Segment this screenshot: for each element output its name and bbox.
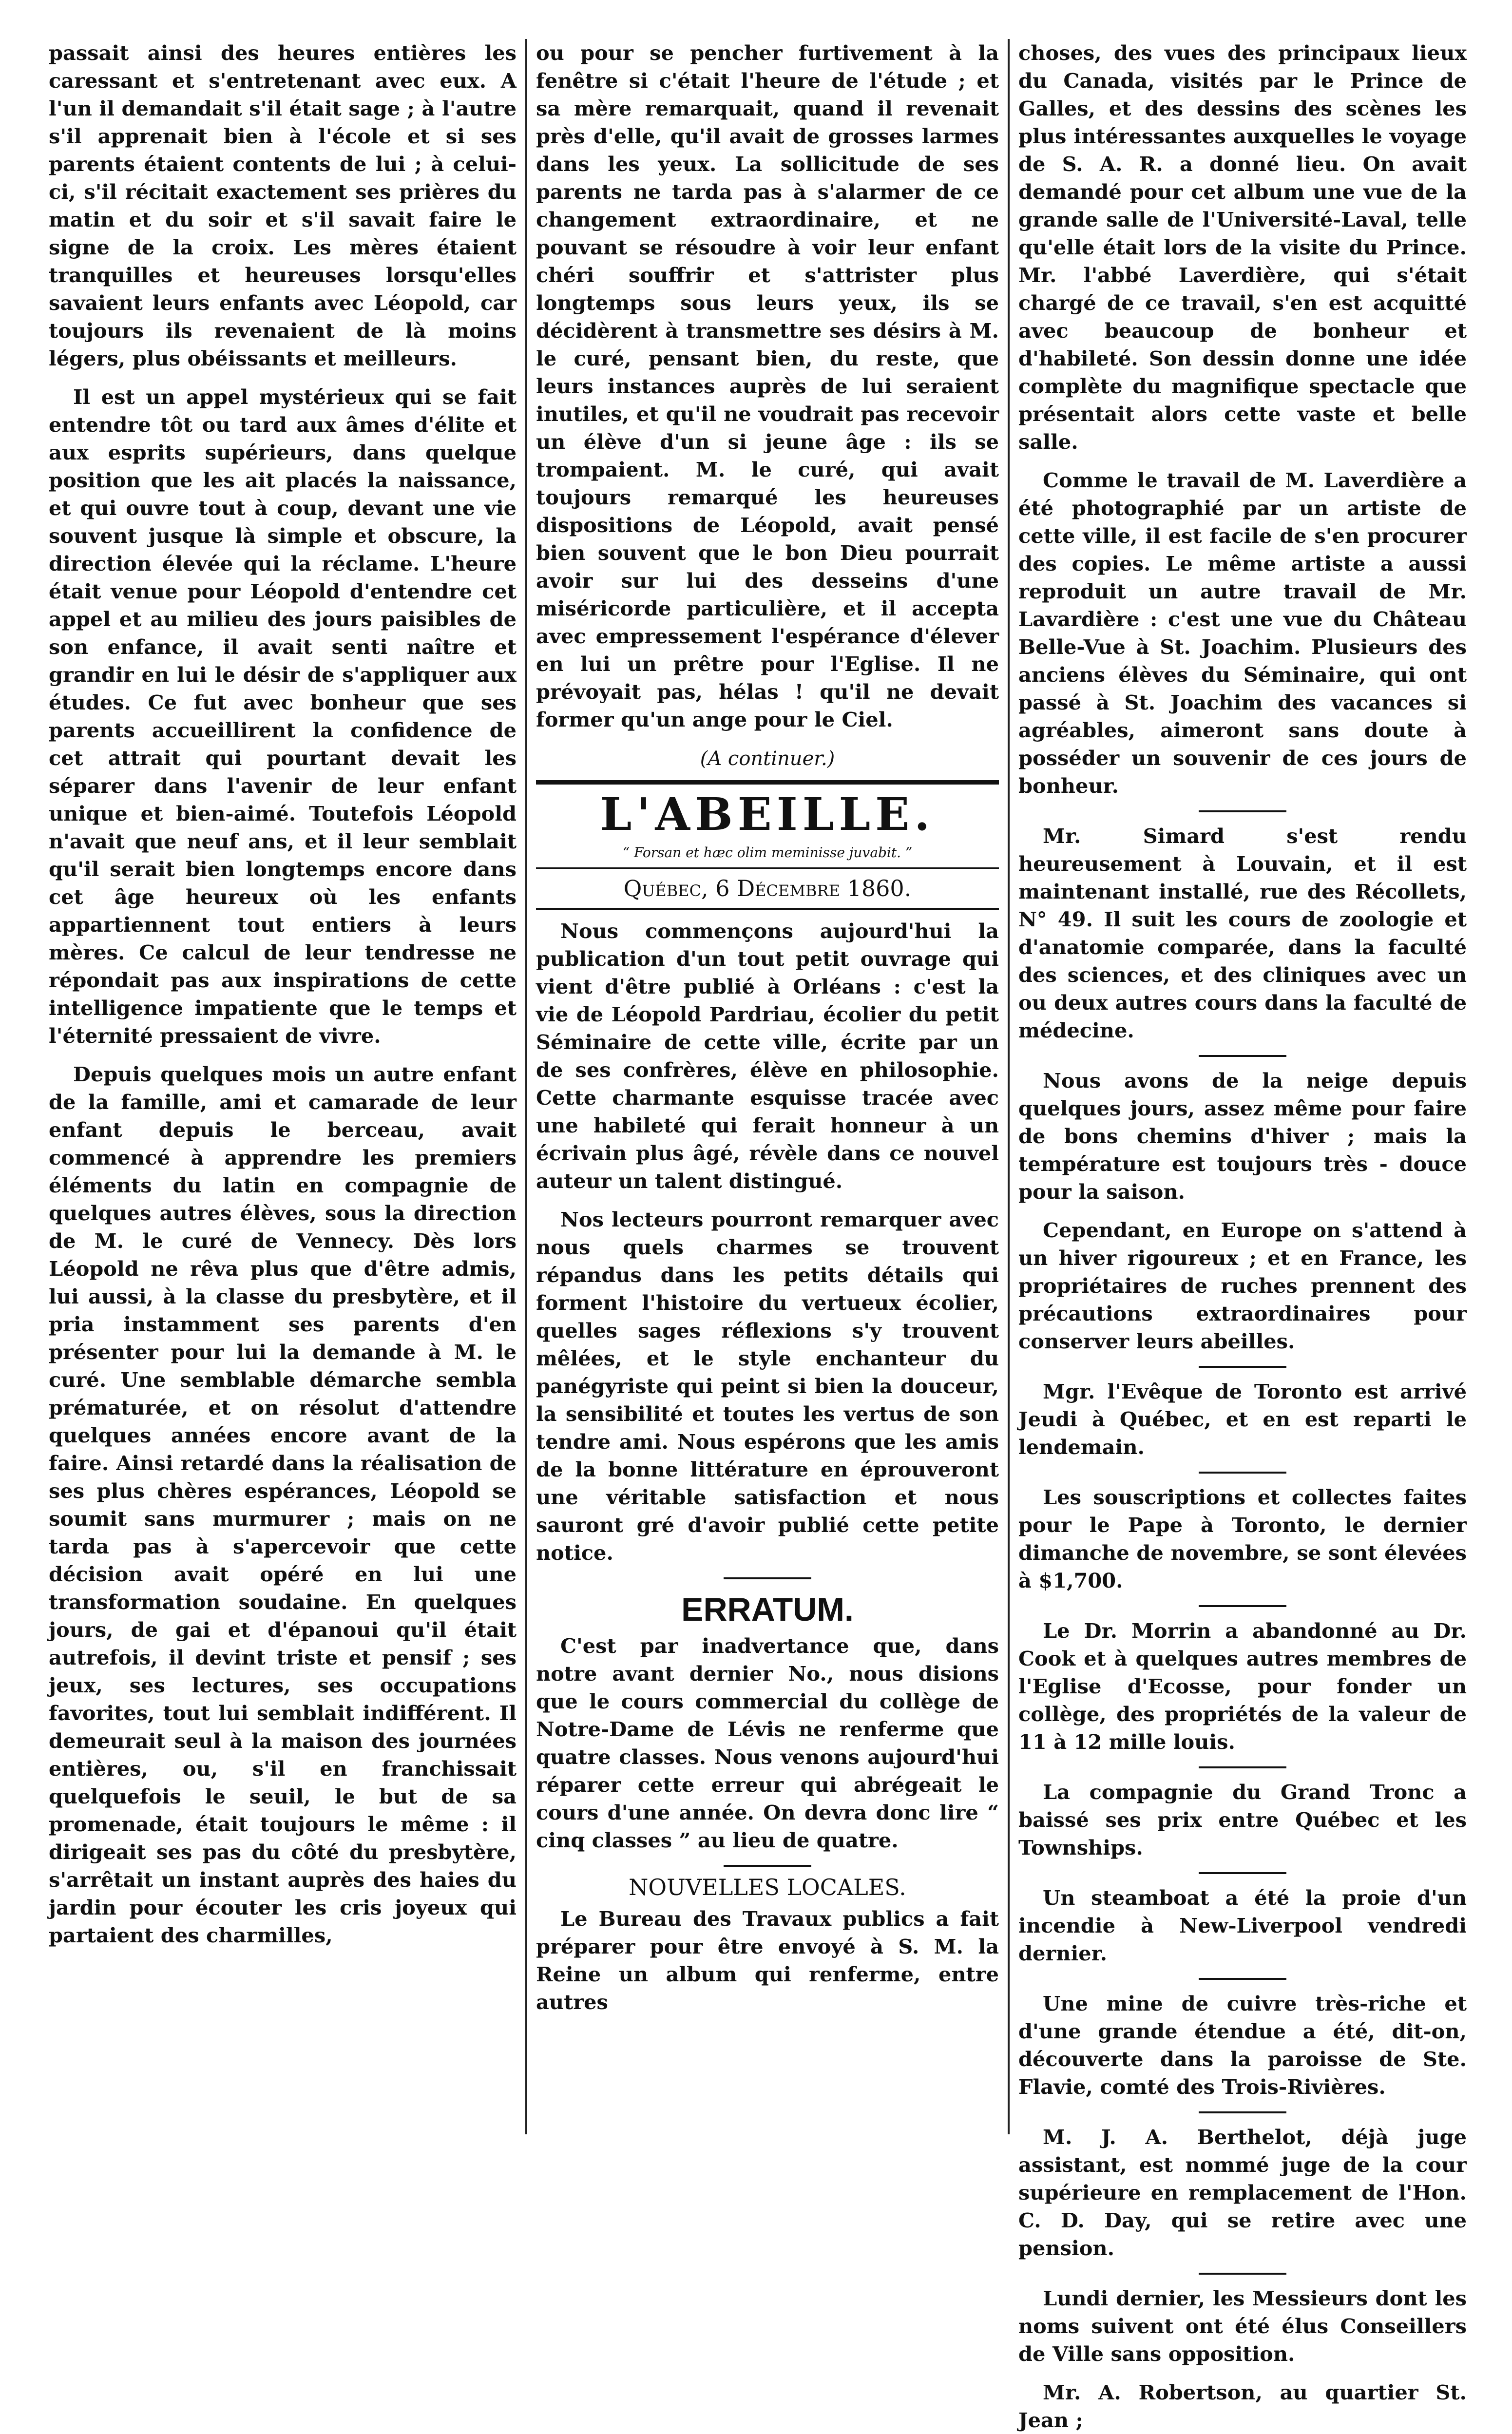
column-divider [525,39,527,2134]
news-item: choses, des vues des principaux lieux du Canada, visités par le Prince de Galles, et des dessins des scènes les plus intéressantes auxquelles le voyage de S. A. R. a donné lieu. On avait demandé pour cet album une vue de la grande salle de l'Université-Laval, telle qu'elle était lors de la visite du Prince. Mr. l'abbé Laverdière, qui s'était chargé de ce travail, s'en est acquitté avec beaucoup de bonheur et d'habileté. Son dessin donne une idée complète du magnifique spectacle que présentait alors cette vaste et belle salle. [1018,41,1467,454]
news-item: Un steamboat a été la proie d'un incendie à New-Liverpool vendredi dernier. [1018,1886,1467,1965]
erratum-heading: ERRATUM. [681,1591,854,1628]
article-paragraph: Il est un appel mystérieux qui se fait entendre tôt ou tard aux âmes d'élite et aux esprits supérieurs, dans quelque position que les ait placés la naissance, et qui ouvre tout à coup, devant une vie souvent jusque là simple et obscure, la direction élevée qui la réclame. L'heure était venue pour Léopold d'entendre cet appel et au milieu des jours paisibles de son enfance, il avait senti naître et grandir en lui le désir de s'appliquer aux études. Ce fut avec bonheur que ses parents accueillirent la confidence de cet attrait qui pourtant devait les séparer dans l'avenir de leur enfant unique et bien-aimé. Toutefois Léopold n'avait que neuf ans, et il leur semblait qu'il serait bien longtemps encore dans cet âge heureux où les enfants appartiennent tout entiers à leurs mères. Ce calcul de leur tendresse ne répondait pas aux inspirations de cette intelligence impatiente que le temps et l'éternité pressaient de vivre. [49,385,517,1048]
local-news-heading: NOUVELLES LOCALES. [629,1874,906,1900]
news-item: Mr. Simard s'est rendu heureusement à Louvain, et il est maintenant installé, rue des Récollets, N° 49. Il suit les cours de zoologie et d'anatomie comparée, dans la faculté des sciences, et des cliniques avec un ou deux autres cours dans la faculté de médecine. [1018,824,1467,1042]
item-separator [1199,1766,1286,1768]
news-item: Les souscriptions et collectes faites pour le Pape à Toronto, le dernier dimanche de novembre, se sont élevées à $1,700. [1018,1485,1467,1592]
newspaper-page [49,39,1467,2432]
news-item: Mgr. l'Evêque de Toronto est arrivé Jeudi à Québec, et en est reparti le lendemain. [1018,1380,1467,1459]
masthead-rule [536,867,999,869]
column-right [1018,39,1467,2432]
news-item: Comme le travail de M. Laverdière a été photographié par un artiste de cette ville, il est facile de s'en procurer des copies. Le même artiste a aussi reproduit un autre travail de Mr. Lavardière : c'est une vue du Château Belle-Vue à St. Joachim. Plusieurs des anciens élèves du Séminaire, qui ont passé à St. Joachim des vacances si agréables, aimeront sans doute à posséder un souvenir de ces jours de bonheur. [1018,468,1467,798]
section-separator [724,1865,811,1867]
news-item: Cependant, en Europe on s'attend à un hiver rigoureux ; et en France, les propriétaires de ruches prennent des précautions extraordinaires pour conserver leurs abeilles. [1018,1218,1467,1353]
column-left [49,39,517,2134]
news-item: Nous avons de la neige depuis quelques jours, assez même pour faire de bons chemins d'hiver ; mais la température est toujours très - douce pour la saison. [1018,1069,1467,1204]
section-separator [724,1577,811,1579]
column-middle [536,39,999,2134]
article-paragraph: Depuis quelques mois un autre enfant de la famille, ami et camarade de leur enfant depuis le berceau, avait commencé à apprendre les premiers éléments du latin en compagnie de quelques autres élèves, sous la direction de M. le curé de Vennecy. Dès lors Léopold ne rêva plus que d'être admis, lui aussi, à la classe du presbytère, et il pria instamment ses parents d'en présenter pour lui la demande à M. le curé. Une semblable démarche sembla prématurée, et on résolut d'attendre quelques années encore avant de la faire. Ainsi retardé dans la réalisation de ses plus chères espérances, Léopold se soumit sans murmurer ; mais on ne tarda pas à s'apercevoir que cette décision avait opéré en lui une transformation soudaine. En quelques jours, de gai et d'épanoui qu'il était autrefois, il devint triste et pensif ; ses jeux, ses lectures, ses occupations favorites, tout lui semblait indifférent. Il demeurait seul à la maison des journées entières, ou, s'il en franchissait quelquefois le seuil, le but de sa promenade, était toujours le même : il dirigeait ses pas du côté du presbytère, s'arrêtait un instant auprès des haies du jardin pour écouter les cris joyeux qui partaient des charmilles, [49,1062,517,1947]
item-separator [1199,1472,1286,1474]
item-separator [1199,1366,1286,1368]
news-item: Lundi dernier, les Messieurs dont les noms suivent ont été élus Conseillers de Ville sans opposition. [1018,2286,1467,2366]
masthead-rule [536,780,999,785]
item-separator [1199,2273,1286,2275]
article-paragraph: ou pour se pencher furtivement à la fenêtre si c'était l'heure de l'étude ; et sa mère remarquait, quand il revenait près d'elle, qu'il avait de grosses larmes dans les yeux. La sollicitude de ses parents ne tarda pas à s'alarmer de ce changement extraordinaire, et ne pouvant se résoudre à voir leur enfant chéri souffrir et s'attrister plus longtemps sous leurs yeux, ils se décidèrent à transmettre ses désirs à M. le curé, pensant bien, du reste, que leurs instances auprès de lui seraient inutiles, et qu'il ne voudrait pas recevoir un élève d'un si jeune âge : ils se trompaient. M. le curé, qui avait toujours remarqué les heureuses dispositions de Léopold, avait pensé bien souvent que le bon Dieu pourrait avoir sur lui des desseins d'une miséricorde particulière, et il accepta avec empressement l'espérance d'élever en lui un prêtre pour l'Eglise. Il ne prévoyait pas, hélas ! qu'il ne devait former qu'un ange pour le Ciel. [536,41,999,731]
editorial-paragraph: Nos lecteurs pourront remarquer avec nous quels charmes se trouvent répandus dans les petits détails qui forment l'histoire du vertueux écolier, quelles sages réflexions s'y trouvent mêlées, et le style enchanteur du panégyriste qui peint si bien la douceur, la sensibilité et toutes les vertus de son tendre ami. Nous espérons que les amis de la bonne littérature en éprouveront une véritable satisfaction et nous sauront gré d'avoir publié cette petite notice. [536,1207,999,1565]
column-divider [1008,39,1010,2134]
local-news-text: Le Bureau des Travaux publics a fait préparer pour être envoyé à S. M. la Reine un album qui renferme, entre autres [536,1907,999,2014]
continued-note: (A continuer.) [700,747,835,770]
item-separator [1199,1872,1286,1874]
article-paragraph: passait ainsi des heures entières les caressant et s'entretenant avec eux. A l'un il demandait s'il était sage ; à l'autre s'il apprenait bien à l'école et si ses parents étaient contents de lui ; à celui-ci, s'il récitait exactement ses prières du matin et du soir et s'il savait faire le signe de la croix. Les mères étaient tranquilles et heureuses lorsqu'elles savaient leurs enfants avec Léopold, car toujours ils revenaient de là moins légers, plus obéissants et meilleurs. [49,41,517,370]
news-item: Mr. A. Robertson, au quartier St. Jean ; [1018,2380,1467,2432]
news-item: La compagnie du Grand Tronc a baissé ses prix entre Québec et les Townships. [1018,1780,1467,1859]
masthead-rule [536,908,999,910]
dateline: Québec, 6 Décembre 1860. [623,875,912,901]
news-item: Une mine de cuivre très-riche et d'une grande étendue a été, dit-on, découverte dans la paroisse de Ste. Flavie, comté des Trois-Rivières. [1018,1992,1467,2099]
item-separator [1199,2111,1286,2113]
news-item: M. J. A. Berthelot, déjà juge assistant, est nommé juge de la cour supérieure en remplacement de l'Hon. C. D. Day, qui se retire avec une pension. [1018,2125,1467,2260]
item-separator [1199,810,1286,812]
erratum-text: C'est par inadvertance que, dans notre avant dernier No., nous disions que le cours commercial du collège de Notre-Dame de Lévis ne renferme que quatre classes. Nous venons aujourd'hui réparer cette erreur qui abrégeait le cours d'une année. On devra donc lire “ cinq classes ” au lieu de quatre. [536,1634,999,1852]
item-separator [1199,1605,1286,1607]
masthead-title: L'ABEILLE. [600,788,935,841]
item-separator [1199,1978,1286,1980]
news-item: Le Dr. Morrin a abandonné au Dr. Cook et à quelques autres membres de l'Eglise d'Ecosse, pour fonder un collège, des propriétés de la valeur de 11 à 12 mille louis. [1018,1619,1467,1754]
masthead-motto: “ Forsan et hæc olim meminisse juvabit. ” [622,844,913,861]
editorial-paragraph: Nous commençons aujourd'hui la publication d'un tout petit ouvrage qui vient d'être publié à Orléans : c'est la vie de Léopold Pardriau, écolier du petit Séminaire de cette ville, écrite par un de ses confrères, élève en philosophie. Cette charmante esquisse tracée avec une habileté qui ferait honneur à un écrivain plus âgé, révèle dans ce nouvel auteur un talent distingué. [536,919,999,1193]
item-separator [1199,1055,1286,1057]
